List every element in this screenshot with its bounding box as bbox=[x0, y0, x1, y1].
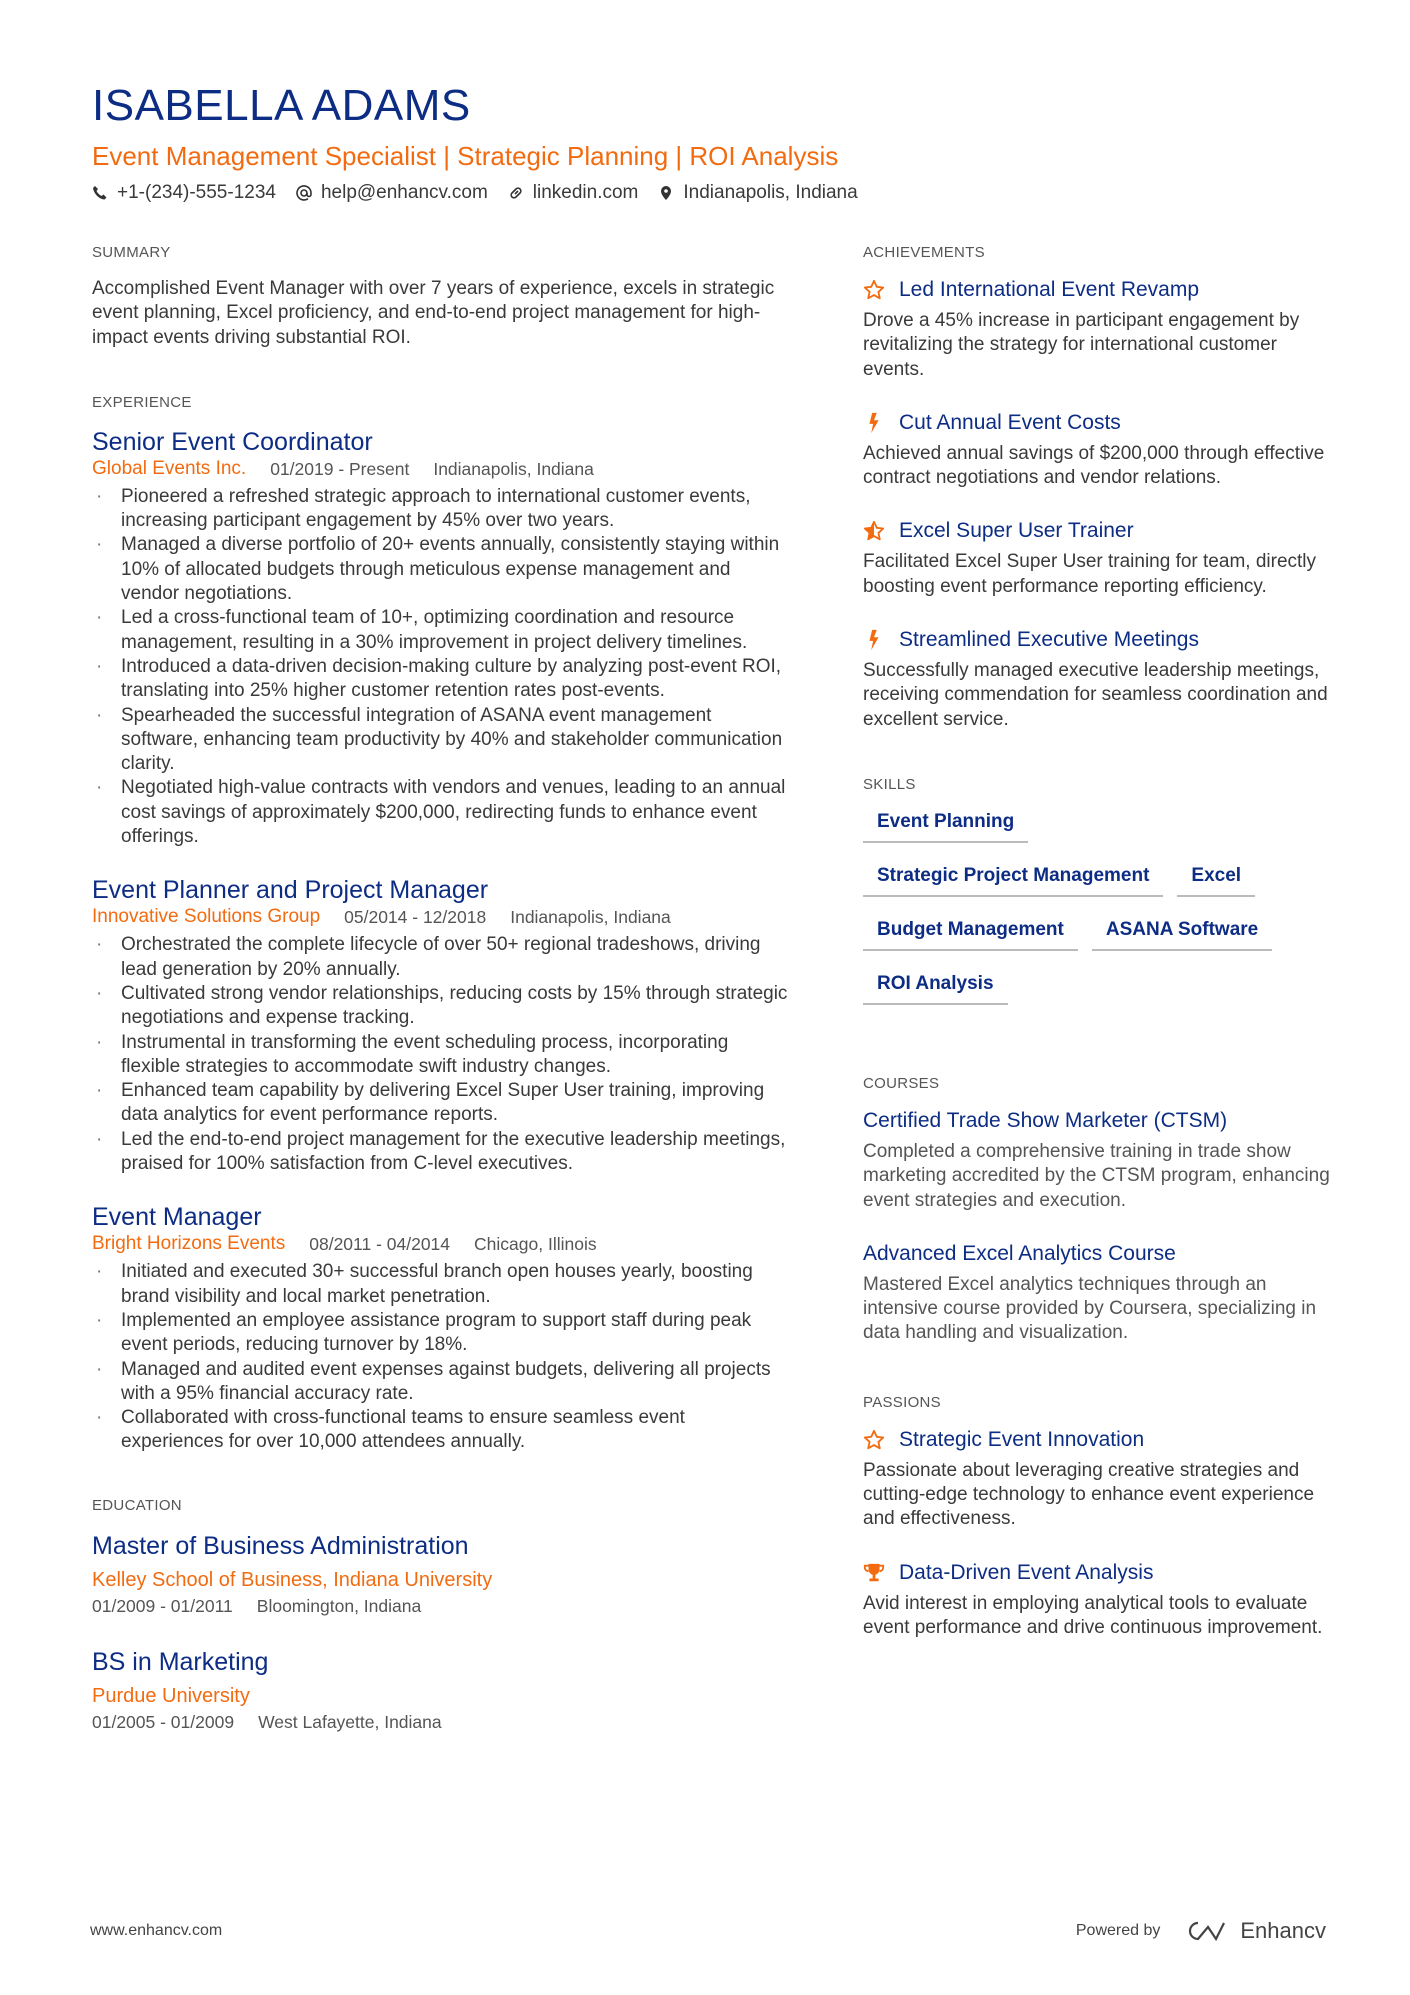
contact-item[interactable] bbox=[658, 182, 857, 204]
passion-item bbox=[863, 1427, 1333, 1532]
item-header bbox=[863, 627, 1333, 653]
job-title: Event Planner and Project Manager bbox=[92, 876, 489, 905]
education-location: West Lafayette, Indiana bbox=[258, 1711, 442, 1732]
school-name: Kelley School of Business, Indiana University bbox=[92, 1568, 493, 1591]
education-dates: 01/2005 - 01/2009 bbox=[92, 1711, 235, 1732]
lightning-icon bbox=[863, 629, 885, 651]
item-title: Streamlined Executive Meetings bbox=[899, 628, 1199, 652]
education-meta bbox=[92, 1710, 792, 1734]
skills-section bbox=[863, 776, 1333, 1005]
item-header bbox=[863, 1560, 1333, 1586]
skill-tag: ROI Analysis bbox=[863, 971, 1008, 1005]
course-title: Advanced Excel Analytics Course bbox=[863, 1241, 1176, 1265]
company-name: Bright Horizons Events bbox=[92, 1233, 286, 1255]
course-description: Completed a comprehensive training in trade show marketing accredited by the CTSM program, enhancing event strategies and execution. bbox=[863, 1140, 1330, 1211]
job-entry bbox=[92, 875, 792, 1176]
job-meta bbox=[92, 905, 792, 929]
bullet-item: · Introduced a data-driven decision-making culture by analyzing post-event ROI, translating into 25% higher customer retention rates post-events. bbox=[92, 655, 792, 704]
bullet-item: · Managed a diverse portfolio of 20+ events annually, consistently staying within 10% of allocated budgets through meticulous expense management and vendor negotiations. bbox=[92, 533, 792, 606]
contact-item[interactable] bbox=[296, 182, 488, 204]
section-title: COURSES bbox=[863, 1074, 940, 1092]
job-dates: 05/2014 - 12/2018 bbox=[344, 907, 487, 928]
skill-tag: Budget Management bbox=[863, 917, 1078, 951]
enhancv-logo bbox=[1184, 1918, 1326, 1944]
course-item bbox=[863, 1108, 1333, 1213]
skill-tag: ASANA Software bbox=[1092, 917, 1272, 951]
job-location: Indianapolis, Indiana bbox=[433, 458, 594, 479]
contact-text: Indianapolis, Indiana bbox=[683, 182, 858, 203]
section-title: SUMMARY bbox=[92, 244, 171, 261]
item-title: Strategic Event Innovation bbox=[899, 1427, 1145, 1451]
link-icon bbox=[508, 185, 524, 201]
bullet-item: · Collaborated with cross-functional teams to ensure seamless event experiences for over 10,000 attendees annually. bbox=[92, 1406, 792, 1455]
job-location: Chicago, Illinois bbox=[474, 1234, 597, 1255]
passions-section bbox=[863, 1394, 1333, 1640]
left-column bbox=[92, 244, 792, 1778]
bullet-item: · Orchestrated the complete lifecycle of over 50+ regional tradeshows, driving lead generation by 20% annually. bbox=[92, 933, 792, 982]
item-title: Excel Super User Trainer bbox=[899, 519, 1134, 543]
school-name: Purdue University bbox=[92, 1684, 250, 1707]
bullet-item: · Negotiated high-value contracts with vendors and venues, leading to an annual cost savings of approximately $200,000, redirecting funds to enhance event offerings. bbox=[92, 776, 792, 849]
course-title: Certified Trade Show Marketer (CTSM) bbox=[863, 1108, 1228, 1132]
education-meta bbox=[92, 1594, 792, 1618]
contact-item[interactable] bbox=[92, 182, 276, 204]
enhancv-logo-icon bbox=[1184, 1919, 1230, 1943]
job-list bbox=[92, 427, 792, 1455]
bullet-item: · Led the end-to-end project management for the executive leadership meetings, praised for 100% satisfaction from C-level executives. bbox=[92, 1128, 792, 1177]
education-entry bbox=[92, 1530, 792, 1618]
job-entry bbox=[92, 427, 792, 849]
at-icon bbox=[296, 185, 312, 201]
achievement-item bbox=[863, 277, 1333, 382]
contact-text: help@enhancv.com bbox=[320, 182, 488, 203]
skill-list bbox=[863, 809, 1333, 1005]
section-title: ACHIEVEMENTS bbox=[863, 244, 985, 261]
course-description: Mastered Excel analytics techniques through an intensive course provided by Coursera, specializing in data handling and visualization. bbox=[863, 1273, 1317, 1344]
contact-text: +1-(234)-555-1234 bbox=[117, 182, 276, 203]
section-title: EXPERIENCE bbox=[92, 393, 192, 411]
item-description: Passionate about leveraging creative strategies and cutting-edge technology to enhance event experience and effectiveness. bbox=[863, 1459, 1315, 1530]
course-list bbox=[863, 1108, 1333, 1346]
star-outline-icon bbox=[863, 1429, 885, 1451]
job-meta bbox=[92, 457, 792, 481]
item-title: Cut Annual Event Costs bbox=[899, 410, 1121, 434]
job-bullets bbox=[92, 1260, 792, 1454]
item-description: Facilitated Excel Super User training for team, directly boosting event performance reporting efficiency. bbox=[863, 551, 1317, 597]
headline: Event Management Specialist | Strategic Planning | ROI Analysis bbox=[92, 141, 839, 171]
job-location: Indianapolis, Indiana bbox=[510, 907, 671, 928]
bullet-item: · Led a cross-functional team of 10+, optimizing coordination and resource management, resulting in a 30% improvement in project delivery timelines. bbox=[92, 606, 792, 655]
achievement-item bbox=[863, 627, 1333, 732]
contact-text: linkedin.com bbox=[532, 182, 639, 203]
bullet-item: · Cultivated strong vendor relationships, reducing costs by 15% through strategic negotiations and expense tracking. bbox=[92, 982, 792, 1031]
company-name: Global Events Inc. bbox=[92, 457, 247, 479]
education-section bbox=[92, 1497, 792, 1734]
footer bbox=[90, 1918, 1326, 1944]
bullet-item: · Instrumental in transforming the event scheduling process, incorporating flexible strategies to accommodate swift industry changes. bbox=[92, 1031, 792, 1080]
item-header bbox=[863, 410, 1333, 436]
job-title: Event Manager bbox=[92, 1203, 262, 1232]
powered-by bbox=[1076, 1918, 1326, 1944]
item-header bbox=[863, 277, 1333, 303]
skill-tag: Event Planning bbox=[863, 809, 1028, 843]
trophy-icon bbox=[863, 1562, 885, 1584]
education-list bbox=[92, 1530, 792, 1734]
job-dates: 08/2011 - 04/2014 bbox=[309, 1234, 451, 1255]
star-half-icon bbox=[863, 520, 885, 542]
star-outline-icon bbox=[863, 279, 885, 301]
experience-section bbox=[92, 394, 792, 1455]
education-dates: 01/2009 - 01/2011 bbox=[92, 1595, 233, 1616]
company-name: Innovative Solutions Group bbox=[92, 906, 321, 928]
item-header bbox=[863, 518, 1333, 544]
item-header bbox=[863, 1427, 1333, 1453]
job-title: Senior Event Coordinator bbox=[92, 427, 373, 456]
job-entry bbox=[92, 1202, 792, 1454]
lightning-icon bbox=[863, 412, 885, 434]
job-meta bbox=[92, 1232, 792, 1256]
bullet-item: · Initiated and executed 30+ successful branch open houses yearly, boosting brand visibility and local market penetration. bbox=[92, 1260, 792, 1309]
achievement-item bbox=[863, 518, 1333, 599]
brand-name: Enhancv bbox=[1240, 1918, 1326, 1943]
passion-item bbox=[863, 1560, 1333, 1641]
bullet-item: · Enhanced team capability by delivering Excel Super User training, improving data analytics for event performance reports. bbox=[92, 1079, 792, 1128]
bullet-item: · Managed and audited event expenses against budgets, delivering all projects with a 95% financial accuracy rate. bbox=[92, 1358, 792, 1407]
skill-tag: Excel bbox=[1177, 863, 1255, 897]
right-column bbox=[863, 244, 1333, 1684]
education-entry bbox=[92, 1646, 792, 1734]
powered-by-label: Powered by bbox=[1075, 1922, 1161, 1939]
passion-list bbox=[863, 1427, 1333, 1640]
item-title: Data-Driven Event Analysis bbox=[899, 1560, 1154, 1584]
achievement-list bbox=[863, 277, 1333, 732]
item-description: Achieved annual savings of $200,000 through effective contract negotiations and vendor relations. bbox=[863, 442, 1325, 489]
bullet-item: · Spearheaded the successful integration of ASANA event management software, enhancing team productivity by 40% and stakeholder communication clarity. bbox=[92, 704, 792, 777]
skill-tag: Strategic Project Management bbox=[863, 863, 1163, 897]
section-title: SKILLS bbox=[863, 775, 916, 793]
item-description: Avid interest in employing analytical tools to evaluate event performance and drive continuous improvement. bbox=[863, 1592, 1323, 1638]
item-title: Led International Event Revamp bbox=[899, 278, 1200, 301]
item-description: Successfully managed executive leadership meetings, receiving commendation for seamless coordination and excellent service. bbox=[863, 660, 1328, 730]
job-bullets bbox=[92, 485, 792, 849]
phone-icon bbox=[92, 185, 108, 201]
summary-text: Accomplished Event Manager with over 7 years of experience, excels in strategic event planning, Excel proficiency, and end-to-end project management for high-impact events driving substantial ROI. bbox=[92, 278, 775, 348]
location-icon bbox=[658, 185, 674, 201]
summary-section bbox=[92, 244, 792, 350]
website-link[interactable]: www.enhancv.com bbox=[90, 1922, 223, 1939]
job-dates: 01/2019 - Present bbox=[270, 458, 410, 479]
contact-item[interactable] bbox=[508, 182, 639, 204]
achievement-item bbox=[863, 410, 1333, 491]
item-description: Drove a 45% increase in participant engagement by revitalizing the strategy for international customer events. bbox=[863, 310, 1300, 380]
candidate-name: ISABELLA ADAMS bbox=[92, 81, 471, 130]
courses-section bbox=[863, 1075, 1333, 1346]
degree: BS in Marketing bbox=[92, 1647, 269, 1676]
job-bullets bbox=[92, 933, 792, 1176]
section-title: EDUCATION bbox=[92, 1496, 182, 1514]
bullet-item: · Pioneered a refreshed strategic approach to international customer events, increasing participant engagement by 45% over two years. bbox=[92, 485, 792, 534]
resume-header bbox=[92, 80, 1332, 204]
course-item bbox=[863, 1241, 1333, 1346]
degree: Master of Business Administration bbox=[92, 1531, 469, 1560]
contact-info bbox=[92, 182, 1332, 204]
achievements-section bbox=[863, 244, 1333, 732]
section-title: PASSIONS bbox=[863, 1393, 941, 1411]
education-location: Bloomington, Indiana bbox=[256, 1595, 422, 1616]
bullet-item: · Implemented an employee assistance program to support staff during peak event periods, reducing turnover by 18%. bbox=[92, 1309, 792, 1358]
